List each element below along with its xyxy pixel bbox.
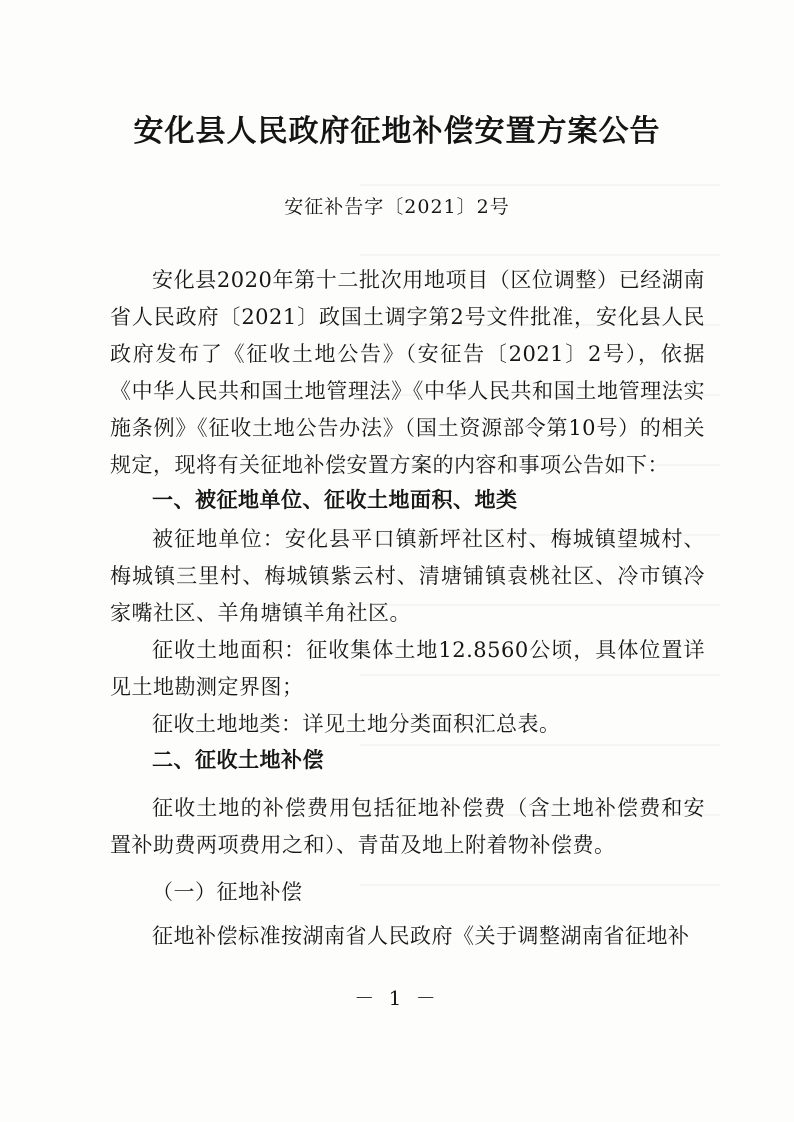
compensation-standard-paragraph: 征地补偿标准按湖南省人民政府《关于调整湖南省征地补 — [152, 924, 690, 948]
affected-units-paragraph: 被征地单位：安化县平口镇新坪社区村、梅城镇望城村、梅城镇三里村、梅城镇紫云村、清塘铺镇袁桃社区、冷市镇冷家嘴社区、羊角塘镇羊角社区。 — [110, 527, 705, 625]
section-1-heading: 一、被征地单位、征收土地面积、地类 — [152, 488, 518, 512]
document-title: 安化县人民政府征地补偿安置方案公告 — [133, 114, 661, 149]
land-area-paragraph: 征收土地面积：征收集体土地12.8560公顷，具体位置详见土地勘测定界图； — [110, 638, 705, 699]
subsection-1-heading: （一）征地补偿 — [152, 880, 303, 904]
page-number: － 1 － — [354, 986, 440, 1010]
compensation-fees-paragraph: 征收土地的补偿费用包括征地补偿费（含土地补偿费和安置补助费两项费用之和）、青苗及地上附着物补偿费。 — [110, 796, 705, 857]
section-2-heading: 二、征收土地补偿 — [152, 748, 324, 772]
intro-paragraph: 安化县2020年第十二批次用地项目（区位调整）已经湖南省人民政府〔2021〕政国土调字第2号文件批准，安化县人民政府发布了《征收土地公告》（安征告〔2021〕2号），依据《中华人民共和国土地管理法》《中华人民共和国土地管理法实施条例》《征收土地公告办法》（国土资源部令第10号）的相关规定，现将有关征地补偿安置方案的内容和事项公告如下： — [110, 268, 705, 477]
document-number: 安征补告字〔2021〕2号 — [284, 196, 510, 218]
land-type-paragraph: 征收土地地类：详见土地分类面积汇总表。 — [152, 712, 561, 736]
